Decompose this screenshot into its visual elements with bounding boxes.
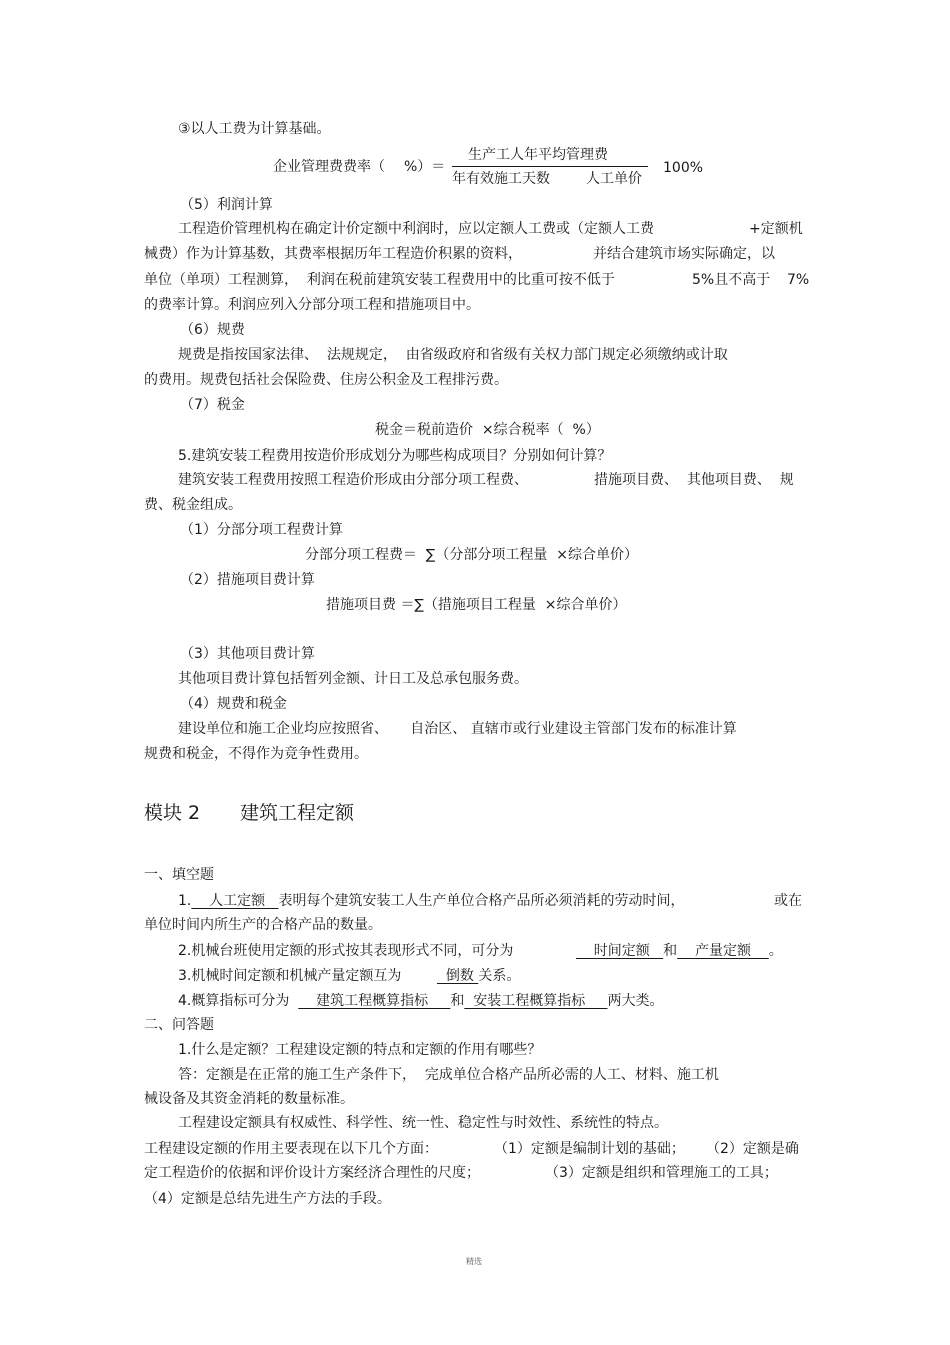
heading-6: （6）规费	[180, 322, 245, 338]
qa-answer-line-5a: 定工程造价的依据和评价设计方案经济合理性的尺度；	[144, 1165, 480, 1181]
formula-pct: %）＝	[404, 159, 446, 175]
fill-1-or: 或在	[774, 893, 802, 909]
qa-answer-line-4a: 工程建设定额的作用主要表现在以下几个方面：	[144, 1141, 438, 1157]
formula-tax: 税金＝税前造价 ×综合税率（ %）	[375, 422, 600, 438]
para-6-line-2: 的费用。规费包括社会保险费、住房公积金及工程排污费。	[144, 372, 508, 388]
para-3: 其他项目费计算包括暂列金额、计日工及总承包服务费。	[178, 671, 528, 687]
formula-lhs: 企业管理费费率（	[273, 159, 385, 175]
qa-answer-line-4c: （2）定额是确	[706, 1141, 799, 1157]
para-5-line-2b: 并结合建筑市场实际确定，以	[593, 246, 775, 262]
para-5-line-2a: 械费）作为计算基数，其费率根据历年工程造价积累的资料，	[144, 246, 522, 262]
qa-answer-line-1: 答：定额是在正常的施工生产条件下， 完成单位合格产品所必需的人工、材料、施工机	[178, 1067, 719, 1083]
formula-1: 分部分项工程费＝ ∑（分部分项工程量 ×综合单价）	[305, 547, 638, 563]
formula-numerator: 生产工人年平均管理费	[468, 147, 608, 163]
answer-5-line-1b: 措施项目费、 其他项目费、 规	[594, 472, 794, 488]
fill-1-prefix: 1.	[178, 893, 192, 909]
fill-3-answer: 倒数	[436, 968, 479, 984]
fill-1-answer: 人工定额	[191, 893, 279, 909]
heading-3: （3）其他项目费计算	[180, 646, 315, 662]
item-3-line: ③以人工费为计算基础。	[178, 121, 331, 137]
fill-1-line-1	[178, 892, 685, 910]
fill-1-rest: 表明每个建筑安装工人生产单位合格产品所必须消耗的劳动时间，	[278, 893, 685, 909]
qa-answer-line-4b: （1）定额是编制计划的基础；	[494, 1141, 685, 1157]
formula-denominator-b: 人工单价	[586, 171, 642, 187]
heading-7: （7）税金	[180, 397, 245, 413]
heading-4: （4）规费和税金	[180, 696, 287, 712]
fill-2-prefix: 2.机械台班使用定额的形式按其表现形式不同，可分为	[178, 943, 514, 959]
qa-answer-line-3: 工程建设定额具有权威性、科学性、统一性、稳定性与时效性、系统性的特点。	[178, 1115, 668, 1131]
para-5-line-1a: 工程造价管理机构在确定计价定额中利润时，应以定额人工费或（定额人工费	[178, 221, 654, 237]
module-title: 建筑工程定额	[240, 802, 355, 824]
fill-2-answer-2: 产量定额	[677, 943, 769, 959]
page-footer: 精选	[466, 1257, 482, 1266]
fill-4-answer-1: 建筑工程概算指标	[298, 993, 451, 1009]
fill-in-title: 一、填空题	[144, 867, 214, 883]
fill-3-end: 关系。	[478, 968, 521, 984]
para-4-line-2: 规费和税金，不得作为竞争性费用。	[144, 746, 368, 762]
fill-2-and: 和	[663, 943, 678, 959]
formula-100: 100%	[663, 160, 704, 176]
fill-3-prefix: 3.机械时间定额和机械产量定额互为	[178, 968, 402, 984]
fill-4-and: 和	[450, 993, 465, 1009]
module-number: 模块 2	[144, 802, 201, 824]
qa-answer-line-2: 械设备及其资金消耗的数量标准。	[144, 1091, 354, 1107]
fill-2-answer-1: 时间定额	[576, 943, 664, 959]
para-5-line-1b: +定额机	[749, 221, 803, 237]
fill-1-line-2: 单位时间内所生产的合格产品的数量。	[144, 917, 382, 933]
fill-4-answer-2: 安装工程概算指标	[464, 993, 608, 1009]
fill-4-line	[178, 992, 663, 1010]
para-6-line-1: 规费是指按国家法律、 法规规定， 由省级政府和省级有关权力部门规定必须缴纳或计取	[178, 347, 728, 363]
fill-2-answers	[576, 942, 783, 960]
formula-denominator-a: 年有效施工天数	[452, 171, 550, 187]
question-5: 5.建筑安装工程费用按造价形成划分为哪些构成项目？分别如何计算？	[178, 448, 612, 464]
heading-2: （2）措施项目费计算	[180, 572, 315, 588]
qa-answer-line-5b: （3）定额是组织和管理施工的工具；	[545, 1165, 778, 1181]
para-4-line-1: 建设单位和施工企业均应按照省、 自治区、 直辖市或行业建设主管部门发布的标准计算	[178, 721, 737, 737]
qa-answer-line-6: （4）定额是总结先进生产方法的手段。	[144, 1191, 391, 1207]
qa-title: 二、问答题	[144, 1017, 214, 1033]
fill-4-end: 两大类。	[607, 993, 664, 1009]
answer-5-line-2: 费、税金组成。	[144, 497, 242, 513]
para-5-line-4: 的费率计算。利润应列入分部分项工程和措施项目中。	[144, 297, 480, 313]
formula-2: 措施项目费 ＝∑（措施项目工程量 ×综合单价）	[326, 597, 627, 613]
heading-1: （1）分部分项工程费计算	[180, 522, 343, 538]
fill-2-end: 。	[768, 943, 783, 959]
para-5-line-3a: 单位（单项）工程测算， 利润在税前建筑安装工程费用中的比重可按不低于	[144, 272, 615, 288]
heading-5: （5）利润计算	[180, 197, 273, 213]
qa-question-1: 1.什么是定额？工程建设定额的特点和定额的作用有哪些？	[178, 1042, 542, 1058]
fill-4-prefix: 4.概算指标可分为	[178, 993, 290, 1009]
para-5-line-3b: 5%且不高于	[692, 272, 771, 288]
answer-5-line-1a: 建筑安装工程费用按照工程造价形成由分部分项工程费、	[178, 472, 528, 488]
para-5-line-3c: 7%	[787, 272, 810, 288]
fill-3-line	[178, 967, 520, 985]
fraction-bar	[452, 166, 648, 167]
